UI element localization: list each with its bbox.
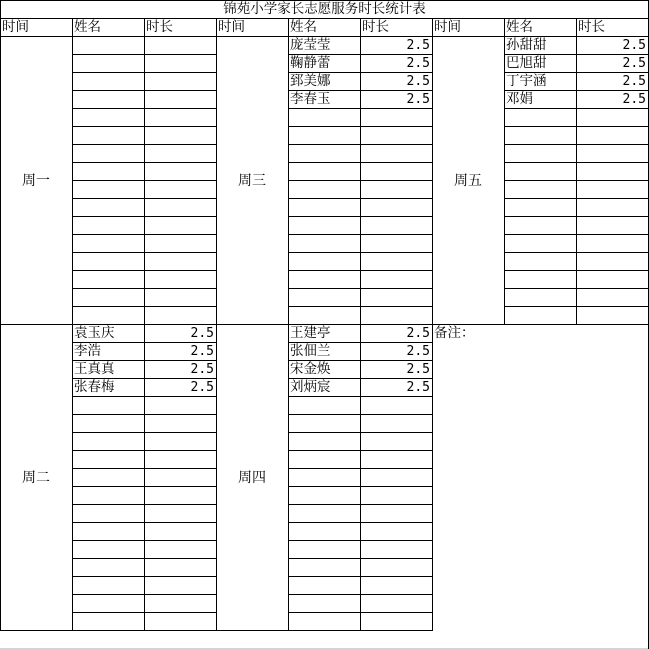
- header-duration: 时长: [578, 19, 605, 35]
- header-name: 姓名: [506, 19, 533, 35]
- border-line: [216, 18, 217, 631]
- table-title: 锦苑小学家长志愿服务时长统计表: [223, 1, 426, 17]
- entry-name: 袁玉庆: [74, 325, 115, 341]
- entry-name: 鞠静蕾: [290, 55, 331, 71]
- entry-name: 刘炳宸: [290, 379, 331, 395]
- entry-name: 李春玉: [290, 91, 331, 107]
- day-label-friday: 周五: [454, 172, 482, 189]
- header-name: 姓名: [74, 19, 101, 35]
- border-line: [0, 0, 649, 1]
- entry-name: 庞莹莹: [290, 37, 331, 53]
- border-line: [0, 36, 649, 37]
- entry-hours: 2.5: [406, 362, 430, 377]
- border-line: [504, 18, 505, 325]
- entry-name: 巴旭甜: [506, 55, 547, 71]
- entry-hours: 2.5: [190, 344, 214, 359]
- day-label-thursday: 周四: [238, 469, 266, 486]
- border-line: [288, 18, 289, 631]
- entry-name: 孙甜甜: [506, 37, 547, 53]
- entry-hours: 2.5: [406, 344, 430, 359]
- day-label-tuesday: 周二: [22, 469, 50, 486]
- entry-hours: 2.5: [406, 38, 430, 53]
- header-time: 时间: [434, 19, 461, 35]
- border-line: [144, 18, 145, 631]
- day-label-monday: 周一: [22, 172, 50, 189]
- entry-hours: 2.5: [622, 92, 646, 107]
- header-duration: 时长: [146, 19, 173, 35]
- header-duration: 时长: [362, 19, 389, 35]
- header-time: 时间: [2, 19, 29, 35]
- border-line: [72, 18, 73, 631]
- border-line: [0, 0, 1, 631]
- entry-name: 张佃兰: [290, 343, 331, 359]
- entry-hours: 2.5: [406, 56, 430, 71]
- remark-label: 备注：: [434, 325, 475, 341]
- entry-hours: 2.5: [622, 56, 646, 71]
- entry-hours: 2.5: [406, 380, 430, 395]
- entry-name: 王建亭: [290, 325, 331, 341]
- entry-hours: 2.5: [406, 92, 430, 107]
- border-line: [432, 18, 433, 631]
- entry-name: 王真真: [74, 361, 115, 377]
- entry-hours: 2.5: [406, 326, 430, 341]
- entry-name: 邓娟: [506, 91, 533, 107]
- day-label-wednesday: 周三: [238, 172, 266, 189]
- entry-hours: 2.5: [190, 326, 214, 341]
- entry-name: 郅美娜: [290, 73, 331, 89]
- header-name: 姓名: [290, 19, 317, 35]
- entry-name: 张春梅: [74, 379, 115, 395]
- border-line: [576, 18, 577, 325]
- entry-hours: 2.5: [622, 74, 646, 89]
- entry-hours: 2.5: [406, 74, 430, 89]
- entry-hours: 2.5: [190, 380, 214, 395]
- entry-name: 宋金焕: [290, 361, 331, 377]
- entry-name: 李浩: [74, 343, 101, 359]
- entry-hours: 2.5: [190, 362, 214, 377]
- entry-name: 丁宇涵: [506, 73, 547, 89]
- entry-hours: 2.5: [622, 38, 646, 53]
- border-line: [0, 324, 649, 325]
- header-time: 时间: [218, 19, 245, 35]
- border-line: [0, 18, 649, 19]
- border-line: [360, 18, 361, 631]
